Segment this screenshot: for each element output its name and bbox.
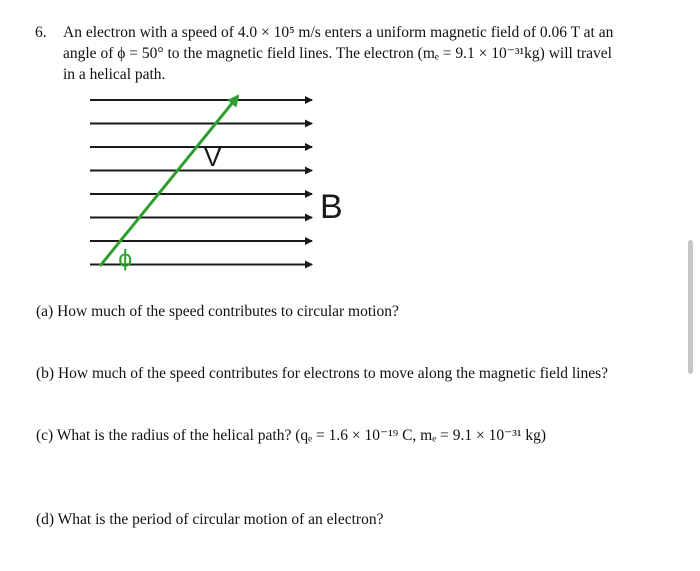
- question-d: (d) What is the period of circular motion of an electron?: [36, 511, 384, 528]
- velocity-label: V: [204, 142, 222, 172]
- helical-path-figure: [80, 88, 370, 278]
- problem-line-1: An electron with a speed of 4.0 × 10⁵ m/s enters a uniform magnetic field of 0.06 T at an: [63, 24, 614, 41]
- problem-text: [63, 22, 690, 85]
- magnetic-field-label: B: [320, 188, 343, 226]
- problem-number: 6.: [35, 24, 47, 41]
- problem-statement: [35, 22, 690, 85]
- problem-line-2: angle of ϕ = 50° to the magnetic field lines. The electron (mₑ = 9.1 × 10⁻³¹kg) will travel: [63, 45, 612, 62]
- magnetic-field-lines: [90, 100, 312, 265]
- question-a: (a) How much of the speed contributes to circular motion?: [36, 303, 399, 320]
- field-diagram: [80, 88, 370, 278]
- angle-phi-label: ϕ: [118, 247, 133, 272]
- question-b: (b) How much of the speed contributes for electrons to move along the magnetic field lines?: [36, 365, 609, 382]
- question-c: (c) What is the radius of the helical path? (qₑ = 1.6 × 10⁻¹⁹ C, mₑ = 9.1 × 10⁻³¹ kg): [36, 427, 547, 444]
- problem-line-3: in a helical path.: [63, 66, 166, 83]
- vertical-scrollbar[interactable]: [688, 240, 693, 374]
